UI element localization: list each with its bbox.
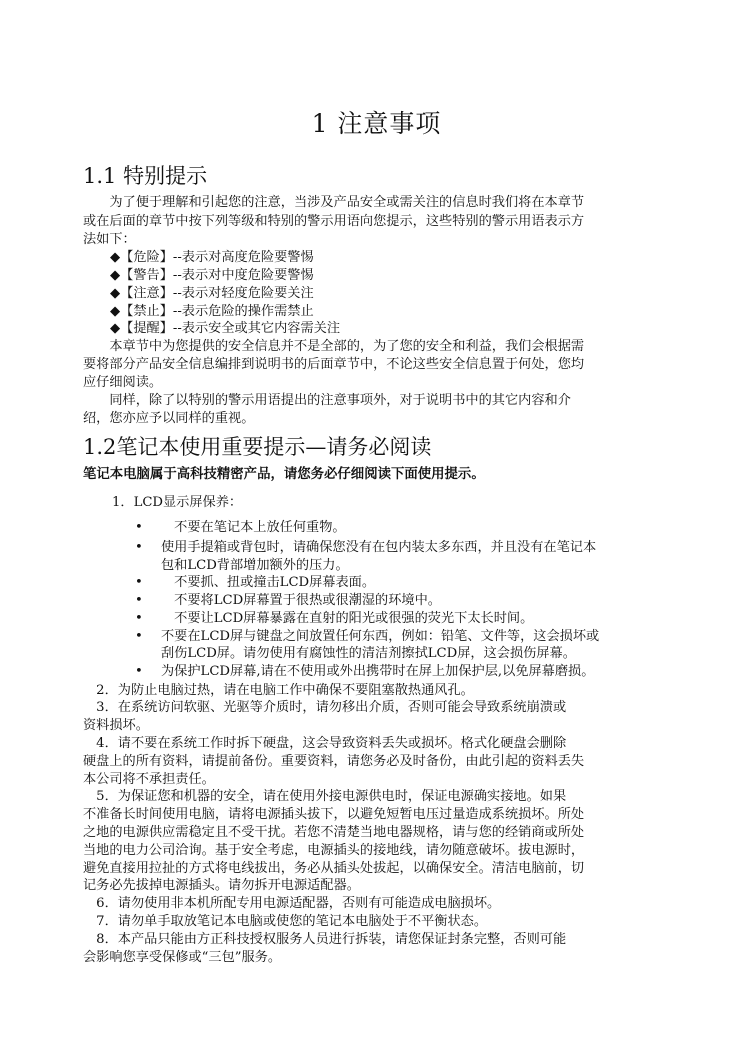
item-5-line-1: 5．为保证您和机器的安全，请在使用外接电源供电时，保证电源确实接地。如果 [83,789,567,804]
item-4-line-2: 硬盘上的所有资料，请提前备份。重要资料，请您务必及时备份，由此引起的资料丢失 [83,754,585,769]
bullet-icon: • [135,520,143,535]
item-5-line-3: 之地的电源供应需稳定且不受干扰。若您不清楚当地电器规格，请与您的经销商或所处 [83,825,585,840]
level-caution: ◆【注意】--表示对轻度危险要关注 [110,286,314,301]
intro-line-3: 法如下： [83,232,136,247]
para2-line-2: 要将部分产品安全信息编排到说明书的后面章节中，不论这些安全信息置于何处，您均 [83,357,585,372]
para2-line-1: 本章节中为您提供的安全信息并不是全部的，为了您的安全和利益，我们会根据需 [83,339,585,354]
lcd-item-text: 不要在笔记本上放任何重物。 [161,520,346,535]
item-7-line-1: 7．请勿单手取放笔记本电脑或使您的笔记本电脑处于不平衡状态。 [83,914,488,929]
item-8-line-1: 8．本产品只能由方正科技授权服务人员进行拆装，请您保证封条完整，否则可能 [83,932,567,947]
section-1-1-heading: 1.1 特别提示 [83,164,208,188]
lcd-item-text: 不要让LCD屏幕暴露在直射的阳光或很强的荧光下太长时间。 [161,611,534,626]
para3-line-2: 绍，您亦应予以同样的重视。 [83,411,255,426]
chapter-title: 1 注意事项 [311,109,442,138]
bullet-icon: • [135,540,143,555]
bullet-icon: • [135,575,143,590]
level-warning: ◆【警告】--表示对中度危险要警惕 [110,268,314,283]
lcd-item-text: 使用手提箱或背包时，请确保您没有在包内装太多东西，并且没有在笔记本 [161,540,597,555]
level-reminder: ◆【提醒】--表示安全或其它内容需关注 [110,321,341,336]
intro-line-2: 或在后面的章节中按下列等级和特别的警示用语向您提示，这些特别的警示用语表示方 [83,214,585,229]
item-5-line-5: 避免直接用拉扯的方式将电线拔出，务必从插头处拔起，以确保安全。清洁电脑前，切 [83,861,585,876]
para2-line-3: 应仔细阅读。 [83,375,163,390]
bullet-icon: • [135,629,143,644]
item-5-line-4: 当地的电力公司洽询。基于安全考虑，电源插头的接地线，请勿随意破坏。拔电源时， [83,843,585,858]
lcd-item-text: 不要将LCD屏幕置于很热或很潮湿的环境中。 [161,593,441,608]
item-2-line-1: 2．为防止电脑过热，请在电脑工作中确保不要阻塞散热通风孔。 [83,683,474,698]
lcd-item-text: 刮伤LCD屏。请勿使用有腐蚀性的清洁剂擦拭LCD屏，这会损伤屏幕。 [161,646,576,661]
bullet-icon: • [135,593,143,608]
intro-line-1: 为了便于理解和引起您的注意，当涉及产品安全或需关注的信息时我们将在本章节 [83,195,585,210]
item-5-line-2: 不准备长时间使用电脑，请将电源插头拔下，以避免短暂电压过量造成系统损坏。所处 [83,807,585,822]
level-danger: ◆【危险】--表示对高度危险要警惕 [110,250,314,265]
item-5-line-6: 记务必先拔掉电源插头。请勿拆开电源适配器。 [83,878,360,893]
item-4-line-3: 本公司将不承担责任。 [83,772,215,787]
item-6-line-1: 6．请勿使用非本机所配专用电源适配器，否则有可能造成电脑损坏。 [83,896,501,911]
item-3-line-2: 资料损坏。 [83,718,149,733]
lcd-title: 1．LCD显示屏保养： [112,495,243,510]
lcd-item-text: 为保护LCD屏幕,请在不使用或外出携带时在屏上加保护层,以免屏幕磨损。 [161,664,595,679]
item-3-line-1: 3．在系统访问软驱、光驱等介质时，请勿移出介质，否则可能会导致系统崩溃或 [83,700,567,715]
item-4-line-1: 4．请不要在系统工作时拆下硬盘，这会导致资料丢失或损坏。格式化硬盘会删除 [83,736,567,751]
lcd-item-text: 包和LCD背部增加额外的压力。 [161,558,349,573]
bullet-icon: • [135,611,143,626]
bullet-icon: • [135,664,143,679]
section-1-2-heading: 1.2笔记本使用重要提示—请务必阅读 [83,435,432,459]
level-prohibit: ◆【禁止】--表示危险的操作需禁止 [110,304,314,319]
lcd-item-text: 不要在LCD屏与键盘之间放置任何东西，例如：铅笔、文件等，这会损坏或 [161,629,600,644]
para3-line-1: 同样，除了以特别的警示用语提出的注意事项外，对于说明书中的其它内容和介 [83,393,571,408]
item-8-line-2: 会影响您享受保修或“三包”服务。 [83,950,282,965]
bold-intro: 笔记本电脑属于高科技精密产品，请您务必仔细阅读下面使用提示。 [83,466,485,482]
lcd-item-text: 不要抓、扭或撞击LCD屏幕表面。 [161,575,376,590]
